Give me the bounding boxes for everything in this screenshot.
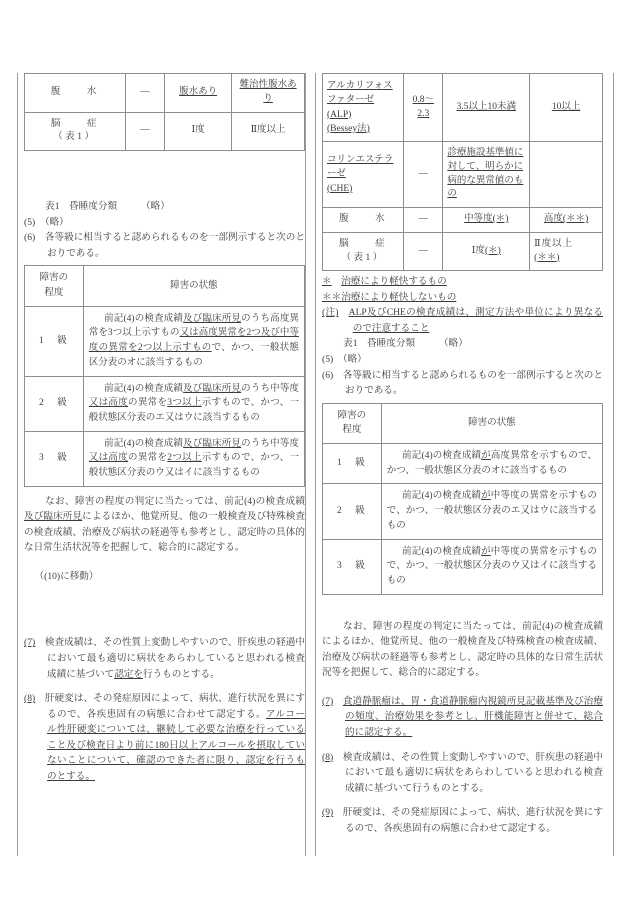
grade-cell: 3 級 [25, 431, 84, 486]
right-footnote-1 [322, 290, 603, 306]
text-run: 検査成績は、その性質上変動しやすいので、肝疾患の経過中において最も適切に病状をあらわしていると思われる検査成績に基づいて行うものとする。 [342, 751, 604, 794]
row-label-cell [25, 74, 126, 113]
row-value-severe [232, 112, 305, 151]
text-run: のうち中等度 [241, 438, 299, 449]
text-run: 示すもので、かつ、一般状態区分表のウ又はイに該当するもの [88, 453, 299, 479]
table-header-row [25, 266, 305, 306]
cell-text: 腹水あり [179, 86, 218, 97]
row-value-severe [530, 74, 603, 142]
row-value-moderate [443, 74, 530, 142]
left-items [24, 635, 305, 784]
right-note-0: 表1 昏睡度分類 （略） [343, 338, 468, 350]
table-row [323, 444, 603, 484]
right-footnote-0 [322, 274, 603, 290]
row-value-severe [530, 142, 603, 208]
underlined-run: (ALP) [327, 109, 352, 120]
text-run: 検査成績は、その性質上変動しやすいので、肝疾患の経過中において最も適切に病状をあらわしていると思われる検査成績に基づいて [44, 637, 306, 680]
table-header-row [323, 403, 603, 443]
right-header-state [381, 403, 602, 443]
numbered-item [24, 635, 305, 682]
underlined-run: 又は高度異常を2つ及び中等度の異常を2つ以上示すもの [88, 328, 299, 354]
underlined-run: 及び臨床所見 [183, 438, 242, 449]
state-cell [83, 376, 304, 431]
underlined-run: 2.3 [417, 108, 430, 119]
text-run: の異常を [128, 398, 168, 409]
cell-text: — [418, 168, 429, 179]
table-row [25, 74, 305, 113]
underlined-run: 又は高度 [88, 398, 129, 409]
table-row [323, 484, 603, 539]
table-row [323, 539, 603, 594]
underlined-run: 認定を [114, 668, 143, 680]
underlined-run: (Bessey法) [327, 123, 370, 134]
cell-text: 脳 症 [339, 238, 388, 249]
left-header-state [83, 266, 304, 306]
item-number: (7) [24, 637, 36, 649]
numbered-item [322, 694, 603, 741]
row-value-normal [125, 74, 164, 113]
text-run: 前記(4)の検査成績 [103, 313, 184, 324]
footnote-text: 治療により軽快しないもの [341, 291, 457, 303]
spacer [322, 681, 603, 694]
item-number: (8) [322, 751, 334, 763]
grade-cell: 1 級 [323, 444, 382, 484]
footnote-marker: (注) [322, 307, 339, 319]
cell-text: 腹 水 [50, 86, 99, 97]
cell-text: 脳 症 [50, 118, 99, 129]
cell-text: — [140, 86, 150, 97]
text-run: で、かつ、一般状態区分表のオに該当するもの [88, 343, 299, 368]
text-run: 肝硬変は、その発症原因によって、病状、進行状況を異にするので、各疾患固有の病態に合わせて認定する。 [342, 807, 604, 834]
row-value-normal [404, 142, 443, 208]
left-header-grade [25, 266, 84, 306]
spacer [339, 307, 349, 318]
right-footnote-2 [322, 305, 603, 336]
right-header-grade [323, 403, 382, 443]
row-label-cell [323, 74, 404, 142]
row-value-severe [530, 208, 603, 233]
table-row [323, 74, 603, 142]
right-items [322, 694, 603, 836]
spacer [322, 595, 603, 619]
underlined-run: が [481, 491, 491, 502]
footnote-text: ALP及びCHEの検査成績は、測定方法や単位により異なるので注意すること [348, 307, 604, 334]
row-label-cell [323, 208, 404, 233]
underlined-run: アルコール性肝硬変については、継続して必要な治療を行っていること及び検査日より前に180日以上アルコールを摂取していないことについて、確認のできた者に限り、認定を行うものとする。 [47, 708, 305, 782]
underlined-run: 又は高度 [88, 453, 129, 464]
table-row [25, 376, 305, 431]
page-rule-right [613, 73, 614, 856]
row-value-severe [232, 74, 305, 113]
cell-text: 程度 [44, 287, 64, 298]
right-notes [322, 336, 603, 398]
cell-text: Ⅰ度 [191, 125, 205, 136]
table-row [323, 208, 603, 233]
text-run: によるほか、他覚所見、他の一般検査及び特殊検査の検査成績、治療及び病状の経過等も参考とし、認定時の具体的な日常生活状況等を把握して、総合的に認定する。 [24, 511, 306, 554]
text-run: のうち高度異常を3つ以上示すもの [88, 313, 299, 339]
row-value-severe: Ⅱ度以上 (＊＊) [530, 232, 603, 271]
text-run: なお、障害の程度の判定に当たっては、前記(4)の検査成績によるほか、他覚所見、他の一般検査及び特殊検査の検査成績、治療及び病状の経過等も参考とし、認定時の具体的な日常生活状況等を把握して、総合的に認定する。 [322, 620, 603, 679]
grade-cell: 3 級 [323, 539, 382, 594]
spacer [35, 693, 45, 704]
right-note-2: (6) 各等級に相当すると認められるものを一部例示すると次のとおりである。 [322, 369, 603, 397]
right-after-table-paragraph [322, 619, 603, 681]
underlined-run: (＊＊) [534, 252, 560, 263]
underlined-run: が [481, 546, 491, 557]
grade-cell: 2 級 [25, 376, 84, 431]
underlined-run: アルカリフォスファターゼ [327, 81, 393, 106]
right-column [322, 73, 603, 836]
row-value-normal [404, 74, 443, 142]
underlined-run: 及び臨床所見 [24, 511, 83, 523]
text-run: 前記(4)の検査成績 [401, 451, 482, 462]
page-rule-middle-right [315, 73, 316, 856]
row-value-normal [404, 232, 443, 271]
cell-text: 難治性腹水あり [239, 80, 297, 104]
row-label-cell [323, 142, 404, 208]
page-rule-left [17, 73, 18, 856]
row-value-moderate [443, 208, 530, 233]
grade-cell: 2 級 [323, 484, 382, 539]
text-run: 行うものとする。 [142, 668, 220, 680]
spacer [24, 151, 305, 175]
left-top-table [24, 73, 305, 151]
item-number: (7) [322, 695, 334, 707]
state-cell [381, 484, 602, 539]
underlined-run: 3つ以上 [167, 398, 202, 409]
numbered-item [322, 805, 603, 836]
text-run: 前記(4)の検査成績 [103, 438, 184, 449]
page-rule-middle-left [305, 73, 306, 856]
spacer [24, 584, 305, 622]
text-run: 中等度の異常を示すもので、かつ、一般状態区分表のエ又はウに該当するもの [386, 491, 597, 531]
underlined-run: 0.8～ [412, 94, 434, 105]
left-note-2: (6) 各等級に相当すると認められるものを一部例示すると次のとおりである。 [24, 232, 305, 259]
row-value-moderate: Ⅰ度(＊) [443, 232, 530, 271]
table-row [25, 112, 305, 151]
state-cell [83, 306, 304, 376]
left-column [24, 73, 305, 784]
left-note-1: (5) （略） [24, 216, 69, 228]
left-after-table-paragraph [24, 494, 305, 556]
cell-text: 腹 水 [339, 214, 388, 225]
underlined-run: 2つ以上 [167, 453, 202, 464]
left-moved-note: （(10)に移動） [34, 570, 99, 582]
cell-text: Ⅱ度以上 [250, 125, 286, 136]
cell-text: 障害の [337, 410, 367, 421]
cell-text: 障害の [39, 273, 69, 284]
item-number: (9) [322, 807, 334, 819]
footnote-marker: ＊＊ [322, 291, 342, 303]
spacer [24, 622, 305, 635]
row-value-normal [125, 112, 164, 151]
numbered-item [322, 750, 603, 797]
table-row [25, 306, 305, 376]
cell-text: 3.5以上10未満 [456, 101, 516, 112]
right-footnotes [322, 274, 603, 336]
footnote-text: 治療により軽快するもの [341, 276, 447, 288]
spacer [333, 807, 343, 818]
footnote-marker: ＊ [322, 276, 332, 288]
row-value-normal [404, 208, 443, 233]
underlined-run: 及び臨床所見 [183, 383, 242, 394]
cell-text: 程度 [342, 425, 362, 436]
underlined-run: (CHE) [327, 183, 353, 194]
cell-text: 高度(＊＊) [543, 214, 589, 225]
right-top-table [322, 73, 603, 271]
table-row [323, 142, 603, 208]
text-run: 前記(4)の検査成績 [401, 546, 482, 557]
item-number: (8) [24, 693, 36, 705]
row-value-moderate [443, 142, 530, 208]
text-run: のうち中等度 [241, 383, 299, 394]
text-run: の異常を [128, 453, 168, 464]
text-run: 前記(4)の検査成績 [401, 491, 482, 502]
table-row [25, 431, 305, 486]
cell-text: （表1） [341, 252, 385, 263]
row-value-moderate [164, 74, 231, 113]
table-row [323, 232, 603, 271]
right-criteria-table [322, 403, 603, 595]
cell-text: 障害の状態 [170, 280, 218, 291]
state-cell [381, 539, 602, 594]
cell-text: — [418, 245, 429, 256]
cell-text: 診療施設基準値に対して、明らかに病的な異常値のもの [447, 148, 524, 200]
spacer [24, 556, 305, 569]
grade-cell: 1 級 [25, 306, 84, 376]
underlined-run: が [481, 451, 491, 462]
left-notes [24, 199, 305, 261]
left-note-0: 表1 昏睡度分類 （略） [45, 201, 170, 213]
text-run: 前記(4)の検査成績 [103, 383, 184, 394]
row-label-cell [323, 232, 404, 271]
cell-text: — [418, 214, 429, 225]
text-run: なお、障害の程度の判定に当たっては、前記(4)の検査成績 [45, 495, 305, 507]
underlined-run: 及び臨床所見 [183, 313, 242, 324]
spacer [333, 696, 343, 707]
spacer [24, 175, 305, 199]
numbered-item [24, 691, 305, 784]
text-run: 高度異常を示すもので、かつ、一般状態区分表のオに該当するもの [386, 451, 597, 476]
text-run: 示すもので、かつ、一般状態区分表のエ又はウに該当するもの [88, 398, 299, 423]
cell-text: 10以上 [551, 101, 581, 112]
left-criteria-table [24, 265, 305, 487]
text-run: 肝硬変は、その発症原因によって、病状、進行状況を異にするので、各疾患固有の病態に合わせて認定する。 [44, 693, 306, 720]
text-run: 中等度の異常を示すもので、かつ、一般状態区分表のウ又はイに該当するもの [386, 546, 597, 587]
spacer [333, 752, 343, 763]
state-cell [381, 444, 602, 484]
cell-text: 障害の状態 [468, 417, 516, 428]
row-value-moderate [164, 112, 231, 151]
cell-text: （表1） [53, 132, 97, 143]
underlined-run: 食道静脈瘤は、胃・食道静脈瘤内視鏡所見記載基準及び治療の頻度、治療効果を参考とし、肝機能障害と併せて、総合的に認定する。 [342, 695, 604, 738]
underlined-run: (＊) [484, 245, 501, 256]
cell-text: 中等度(＊) [464, 214, 509, 225]
state-cell [83, 431, 304, 486]
row-label-cell [25, 112, 126, 151]
underlined-run: コリンエステラーゼ [327, 155, 394, 180]
spacer [35, 637, 45, 648]
cell-text: — [140, 125, 150, 136]
spacer [332, 276, 342, 287]
right-note-1: (5) （略） [322, 354, 367, 366]
